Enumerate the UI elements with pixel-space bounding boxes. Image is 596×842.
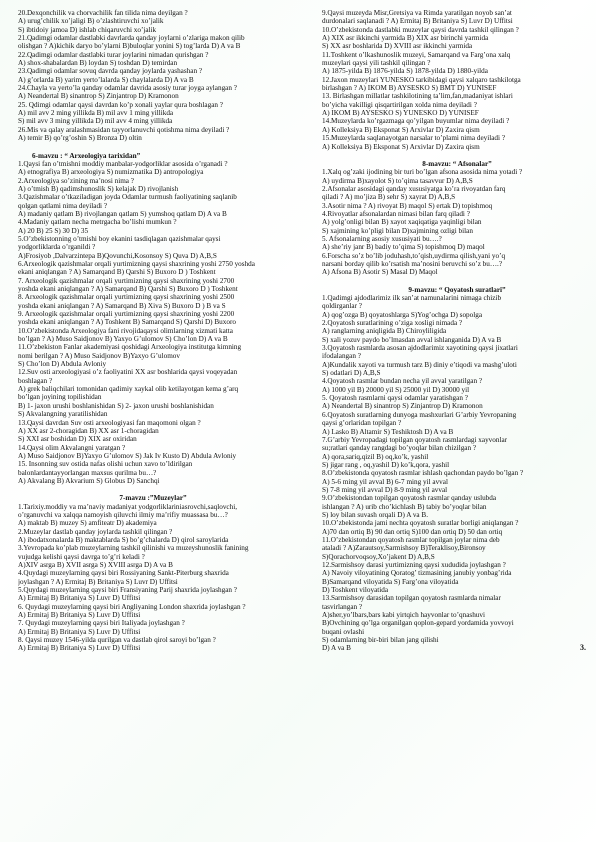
- question-line: 4.Quydagi muzeylarning qaysi biri Rossiyaning Sankt-Piterburg shaxrida: [18, 569, 229, 578]
- question-line: 23.Qadimgi odamlar sovuq davrda qanday joylarda yashashan ?: [18, 67, 203, 76]
- question-line: B) 1- jaxon urushi boshlanishidan S) 2- jaxon urushi boshlanishidan: [18, 401, 214, 410]
- question-line: yodgorliklarda o’rganildi ?: [18, 243, 96, 252]
- question-line: A) grek baliqchilari tomonidan qadimiy xaykal olib ketilayotgan kema g’arq: [18, 385, 239, 394]
- question-line: 7. Quydagi muzeylarning qaysi biri Italiyada joylashgan ?: [18, 619, 185, 628]
- question-line: 9.Qaysi muzeyda Misr,Gretsiya va Rimda yaratilgan noyob san’at: [322, 9, 512, 17]
- question-line: 4.Rivoyatlar afsonalardan nimasi bilan farq qiladi ?: [322, 209, 470, 218]
- question-line: qolgan qatlami nima deyiladi ?: [18, 201, 108, 210]
- question-line: S) xajmining ko’pligi bilan D)xajmining ozligi bilan: [322, 226, 473, 235]
- question-line: 10.O’zbekistonda dastlabki muzeylar qaysi davrda tashkil qilingan ?: [322, 25, 519, 34]
- question-line: 2.Arxeologiya so’zining ma’nosi nima ?: [18, 176, 134, 185]
- section-gap: [18, 143, 288, 149]
- question-line: 12.Sarmishsoy darasi yurtimizning qaysi xududida joylashgan ?: [322, 561, 506, 569]
- question-line: A) 20 B) 25 S) 30 D) 35: [18, 226, 89, 235]
- section-gap: [322, 277, 592, 283]
- question-line: A) Ermitaj B) Britaniya S) Luvr D) Uffitsi: [18, 611, 141, 620]
- question-line: 11.O’zbekistondan qoyatosh rasmlar topilgan joylar nima deb: [322, 535, 500, 544]
- question-line: bo’yicha vakilligi qisqartirilgan xolda nima deyiladi ?: [322, 100, 477, 109]
- question-line: 11.O’zbekiston Fanlar akademiyasi qoshidagi Arxeologiya institutga kimning: [18, 343, 242, 352]
- question-line: 3.Qazishmalar o’tkaziladigan joyda Odamlar turmush faoliyatining saqlanib: [18, 193, 237, 202]
- question-line: 7. Arxeologik qazishmalar orqali yurtimizning qaysi shaxrining yoshi 2700: [18, 276, 235, 285]
- right-column: [322, 9, 592, 653]
- question-line: A) madaniy qatlam B) rivojlangan qatlam S) yumshoq qatlam D) A va B: [18, 209, 227, 218]
- question-line: A) XIX asr ikkinchi yarmida B) XIX asr birinchi yarmida: [322, 34, 489, 43]
- question-line: A) Kolleksiya B) Eksponat S) Arxivlar D) Zaxira qism: [322, 142, 480, 151]
- question-line: 13.Sarmishsoy darasidan topilgan qoyatosh rasmlarda nimalar: [322, 594, 501, 603]
- question-line: A) shox-shabalardan B) loydan S) toshdan D) temirdan: [18, 59, 178, 68]
- question-line: 1.Qadimgi ajdodlarimiz ilk san’at namunalarini nimaga chizib: [322, 294, 502, 302]
- question-line: olishgan ? A)kichik daryo bo’ylarni B)buloqlar yonini S) tog’larda D) A va B: [18, 42, 241, 51]
- question-line: A) IKOM B) AYSESKO S) YUNESKO D) YUNISEF: [322, 109, 479, 118]
- question-line: A) Ermitaj B) Britaniya S) Luvr D) Uffitsi: [18, 594, 141, 603]
- question-line: 21.Qadimgi odamlar dastlabki davrlarda qanday joylarni o’zlariga makon qilib: [18, 34, 245, 43]
- question-line: 10.O’zbekistonda jami nechta qoyatosh suratlar borligi aniqlangan ?: [322, 519, 519, 528]
- question-line: qiladi ? A) mo’jiza B) sehr S) xayrat D) A,B,S: [322, 193, 456, 202]
- question-line: 5. Afsonalarning asosiy xususiyati bu….?: [322, 234, 442, 243]
- question-line: tasvirlangan ?: [322, 602, 363, 611]
- question-line: A) she’riy janr B) badiy to’qima S) topishmoq D) maqol: [322, 243, 485, 252]
- question-line: A) Ermitaj B) Britaniya S) Luvr D) Uffitsi: [18, 644, 141, 653]
- question-line: 12.Suv osti arxeologiyasi o’z faoliyatini XX asr boshlarida qaysi voqeyadan: [18, 368, 238, 377]
- question-line: 25. Qdimgi odamlar qaysi davrdan ko’p xonali yaylar qura boshlagan ?: [18, 100, 223, 109]
- question-line: ekani aniqlangan ? A) Samarqand B) Qarshi S) Buxoro D ) Toshkent: [18, 268, 216, 277]
- question-line: A)XIV asrga B) XVII asrga S) XVIII asrga D) A va B: [18, 561, 173, 569]
- last-line-row: [322, 644, 592, 652]
- question-line: A) uydirma B)xayolot S) to’qima tasavvur D) A,B,S: [322, 176, 473, 185]
- question-line: 8. Qaysi muzey 1546-yilda qurilgan va dastlab qirol saroyi bo’lgan ?: [18, 636, 216, 645]
- question-line: bo’lgan ? A) Muso Saidjonov B) Yaxyo G’ulomov S) Cho’lon D) A va B: [18, 335, 228, 344]
- question-line: A) urug’chilik xo’jaligi B) o’zlashtiruvchi xo’jalik: [18, 17, 164, 26]
- question-line: 9. Arxeologik qazishmalar orqali yurtimizning qaysi shaxrining yoshi 2200: [18, 310, 235, 319]
- question-line: A)sher,yo’lbars,bars kabi yirtqich hayvonlar to’qnashuvi: [322, 611, 485, 620]
- question-line: 3.Asotir nima ? A) rivoyat B) maqol S) ertak D) topishmoq: [322, 201, 493, 210]
- question-line: 14.Muzeylarda ko’rgazmaga qo’yilgan buyumlar nima deyiladi ?: [322, 117, 510, 126]
- question-line: buqani ovlashi: [322, 627, 365, 636]
- question-line: S) xali yozuv paydo bo’lmasdan avval ishlanganida D) A va B: [322, 335, 502, 344]
- question-line: o’rganuvchi va xalqqa namoyish qiluvchi ilmiy ma’rifiy muassasa bu…?: [18, 510, 228, 519]
- section-gap: [322, 151, 592, 157]
- question-line: D) A va B: [322, 644, 351, 653]
- question-line: 6.Arxeologik qazishmalar orqali yurtimizning qaysi shaxrining yoshi 2750 yoshda: [18, 259, 255, 268]
- section-title: 7-mavzu :”Muzeylar”: [119, 494, 187, 503]
- question-line: 7.G’arbiy Yevropadagi topilgan qoyatosh rasmlardagi xayvonlar: [322, 435, 508, 444]
- question-line: A) g’orlarda B) yarim yerto’lalarda S) chaylalarda D) A va B: [18, 75, 194, 84]
- question-line: 8.O’zbekistonda qoyatosh rasmlar ishlash qachondan paydo bo’lgan ?: [322, 469, 524, 478]
- question-line: A) Neandertal B) sinantrop S) Zinjantrop D) Kramonon: [322, 402, 483, 411]
- question-line: S) mil avv 3 ming yillikda D) mil avv 4 ming yillikda: [18, 117, 173, 126]
- question-line: 24.Chayla va yerto’la qanday odamlar davrida asosiy turar joyga aylangan ?: [18, 84, 237, 93]
- question-line: yoshda ekani aniqlangan ? A) Toshkent B) Samarqand S) Qarshi D) Buxoro: [18, 318, 236, 327]
- question-line: S) 7-8 ming yil avval D) 8-9 ming yil avval: [322, 485, 448, 494]
- question-line: 15.Muzeylarda saqlanayotgan narsalar to’plami nima deyiladi ?: [322, 134, 506, 143]
- question-line: 1.Xalq og’zaki ijodining bir turi bo’lgan afsona asosida nima yotadi ?: [322, 168, 523, 177]
- question-line: A) qora,sariq,qizil B) oq,ko’k, yashil: [322, 452, 429, 461]
- question-line: 2.Afsonalar asosidagi qanday xususiyatga ko’ra rivoyatdan farq: [322, 184, 506, 193]
- section-title: 6-mavzu : “ Arxeologiya tarixidan”: [32, 151, 141, 160]
- question-line: S) jigar rang , oq,yashil D) ko’k,qora, yashil: [322, 460, 450, 469]
- question-line: S) Akvalangning yaratilishidan: [18, 410, 108, 419]
- question-line: 2.Muzeylar dastlab qanday joylarda tashkil qilingan ?: [18, 527, 173, 536]
- question-line: S) Cho’lon D) Abdula Avloniy: [18, 360, 107, 369]
- question-line: A) Neandertal B) sinantrop S) Zinjantrop D) Kramonon: [18, 92, 179, 101]
- question-line: A) Akvalang B) Akvarium S) Globus D) Sanchqi: [18, 476, 160, 485]
- question-line: 6. Quydagi muzeylarning qaysi biri Angliyaning London shaxrida joylashgan ?: [18, 602, 246, 611]
- question-line: birlashgan ? A) IKOM B) AYSESKO S) BMT D) YUNISEF: [322, 84, 497, 93]
- question-line: boshlagan ?: [18, 376, 53, 385]
- question-line: A) Ermitaj B) Britaniya S) Luvr D) Uffitsi: [18, 627, 141, 636]
- question-line: 14.Qaysi olim Akvalangni yaratgan ?: [18, 443, 126, 452]
- question-line: S) odamlarning bir-biri bilan jang qilishi: [322, 636, 439, 645]
- question-line: qoldirganlar ?: [322, 302, 362, 311]
- question-line: 11.Toshkent o’lkashunoslik muzeyi, Samarqand va Farg’ona xalq: [322, 50, 511, 59]
- question-line: ishlangan ? A) urib cho’kichlash B) tabiy bo’yoqlar bilan: [322, 502, 487, 511]
- left-column: [18, 9, 288, 653]
- section-title: 8-mavzu: “ Afsonalar”: [422, 159, 492, 168]
- question-line: 13.Qaysi davrdan Suv osti arxeologiyasi fan maqomoni olgan ?: [18, 418, 201, 427]
- question-line: 10.O’zbekistonda Arxeologiya fani rivojidaqaysi olimlarning xizmati katta: [18, 326, 233, 335]
- section-gap: [18, 485, 288, 491]
- question-line: nomi berilgan ? A) Muso Saidjonov B)Yaxyo G’ulomov: [18, 351, 180, 360]
- question-line: bo’lgan joyining topilishidan: [18, 393, 102, 402]
- question-line: S) odatlari D) A,B,S: [322, 369, 381, 378]
- question-line: 13. Birlashgan millatlar tashkilotining ta’lim,fan,madaniyat ishlari: [322, 92, 513, 101]
- question-line: 5.O’zbekistonning o’tmishi boy ekanini tasdiqlagan qazishmalar qaysi: [18, 234, 221, 243]
- question-line: A) ranglarning aniqligida B) Chiroyliligida: [322, 327, 447, 336]
- question-line: D) Toshkent viloyatida: [322, 586, 389, 595]
- question-line: A) ibodatxonalarda B) maktablarda S) bo’g’chalarda D) qirol saroylarida: [18, 535, 229, 544]
- question-line: A) XX asr 2-choragidan B) XX asr 1-choragidan: [18, 426, 159, 435]
- question-line: 8. Arxeologik qazishmalar orqali yurtimizning qaysi shaxrining yoshi 2500: [18, 293, 235, 302]
- question-line: narsani borday qilib ko’rsatish ma’nosini beruvchi so’z bu….?: [322, 259, 503, 268]
- question-line: 5.Quydagi muzeylarning qaysi biri Fransiyaning Parij shaxrida joylashgan ?: [18, 586, 237, 595]
- question-line: 6.Forscha so’z bo’lib joduhash,to’qish,uydirma qilish,yani yo’q: [322, 251, 506, 260]
- question-line: 1.Qaysi fan o’tmishni moddiy manbalar-yodgorliklar asosida o’rganadi ?: [18, 159, 228, 168]
- question-line: B)Samarqand viloyatida S) Farg’ona viloyatida: [322, 577, 459, 586]
- question-line: 3.Qoyatosh rasmlarda asosan ajdodlarimiz xayotining qaysi jixatlari: [322, 344, 518, 353]
- question-line: joylashgan ? A) Ermitaj B) Britaniya S) Luvr D) Uffitsi: [18, 577, 178, 586]
- question-line: 12.Jaxon muzeylari YUNESKO tarkibidagi qaysi xalqaro tashkilotga: [322, 75, 521, 84]
- question-line: A) etnografiya B) arxeologiya S) numizmatika D) antropologiya: [18, 168, 204, 177]
- question-line: su;ratlari qanday rangdagi bo’yoqlar bilan chizilgan ?: [322, 444, 477, 453]
- section-title: 9-mavzu: “ Qoyatosh suratlari”: [408, 285, 506, 294]
- question-line: yoshda ekani aniqlangan ? A) Samarqand B) Xiva S) Buxoro D ) B va S: [18, 301, 226, 310]
- question-line: S) loy bilan suvash orqali D) A va B.: [322, 510, 429, 519]
- question-line: A) qog’ozga B) qoyatoshlarga S)Yog’ochga D) sopolga: [322, 310, 483, 319]
- question-line: A) 5-6 ming yil avval B) 6-7 ming yil avval: [322, 477, 448, 486]
- question-line: qaysi g’orlaridan topilgan ?: [322, 419, 402, 428]
- question-line: A)Kundalik xayoti va turmush tarz B) diniy e’tiqodi va mashg’uloti: [322, 360, 517, 369]
- question-line: A) mil avv 2 ming yillikda B) mil avv 1 ming yillikda: [18, 109, 174, 118]
- question-line: A) o’tmish B) qadimshunoslik S) kelajak D) rivojlanish: [18, 184, 179, 193]
- question-line: A) 1000 yil B) 20000 yil S) 25000 yil D) 30000 yil: [322, 385, 470, 394]
- question-line: S) XX asr boshlarida D) XVIII asr ikkinchi yarmida: [322, 42, 473, 51]
- question-line: 20.Dexqonchilik va chorvachilik fan tilida nima deyilgan ?: [18, 9, 188, 17]
- question-line: A) Muso Saidjonov B)Yaxyo G’ulomov S) Jak Iv Kusto D) Abdula Avloniy: [18, 451, 237, 460]
- question-line: 15. Insonning suv ostida nafas olishi uchun xavo to’ldirilgan: [18, 460, 193, 469]
- question-line: A)70 dan ortiq B) 90 dan ortiq S)100 dan ortiq D) 50 dan ortiq: [322, 527, 503, 536]
- question-line: A) Lasko B) Altamir S) Teshiktosh D) A va B: [322, 427, 454, 436]
- question-line: vujudga kelishi qaysi davrga to’g’ri keladi ?: [18, 552, 145, 561]
- question-line: A) temir B) qo’rg’oshin S) Bronza D) oltin: [18, 134, 142, 143]
- question-line: A) Afsona B) Asotir S) Masal D) Maqol: [322, 268, 438, 277]
- question-line: S)Qorachorvoqsoy,Xo’jakent D) A,B,S: [322, 552, 435, 561]
- question-line: A)Frosiyob ,Dalvarzintepa B)Qovunchi,Kosonsoy S) Quva D) A,B,S: [18, 251, 217, 260]
- question-line: A) Kolleksiya B) Eksponat S) Arxivlar D) Zaxira qism: [322, 125, 480, 134]
- question-line: 22.Qadimgi odamlar dastlabki turar joylarini nimadan qurishgan ?: [18, 50, 209, 59]
- question-line: S) XXI asr boshidan D) XIX asr oxiridan: [18, 435, 137, 444]
- question-line: yoshda ekani aniqlangan ? A) Samarqand B) Qarshi S) Buxoro D ) Toshkent: [18, 285, 238, 293]
- question-line: A) maktab B) muzey S) amfiteatr D) akademiya: [18, 519, 157, 528]
- question-line: A) yolg’onligi bilan B) xayot xaqiqatiga yaqinligi bilan: [322, 218, 482, 227]
- question-line: 4.Qoyatosh rasmlar bundan necha yil avval yaratilgan ?: [322, 377, 483, 386]
- question-line: 6.Qoyatosh suratlarning dunyoga mashxurlari G’arbiy Yevropaning: [322, 410, 517, 419]
- question-line: S) ibtidoiy jamoa D) ishlab chiqaruvchi xo’jalik: [18, 25, 157, 34]
- question-line: A) 1875-yilda B) 1876-yilda S) 1878-yilda D) 1880-yilda: [322, 67, 488, 76]
- question-line: B)Ovchining qo’lga organilgan qoplon-gepard yordamida yovvoyi: [322, 619, 514, 628]
- question-line: 3.Yevropada ko’plab muzeylarning tashkil qilinishi va muzeyshunoslik fanining: [18, 544, 249, 553]
- question-line: ataladi ? A)Zarautsoy,Sarmishsoy B)Teraklisoy,Bironsoy: [322, 544, 486, 553]
- question-line: balonlardantayyorlangan maxsus qurilma bu…?: [18, 468, 157, 477]
- question-line: 5. Qoyatosh rasmlarni qaysi odamlar yaratishgan ?: [322, 394, 468, 403]
- question-line: 26.Mis va qalay aralashmasidan tayyorlanuvchi qotishma nima deyiladi ?: [18, 125, 230, 134]
- question-line: 1.Tarixiy.moddiy va ma’naviy madaniyat yodgorliklariniasrovchi,saqlovchi,: [18, 502, 237, 511]
- question-line: 9.O’zbekistondan topilgan qoyatosh rasmlar qanday uslubda: [322, 494, 497, 503]
- page-number: 3.: [580, 644, 586, 653]
- question-line: muzeylari qaysi yili tashkil qilingan ?: [322, 59, 431, 68]
- question-line: 2.Qoyatosh suratlarining o’ziga xosligi nimada ?: [322, 319, 463, 328]
- question-line: 4.Madaniy qatlam necha metrgacha bo’lishi mumkun ?: [18, 218, 177, 227]
- question-line: A) Navoiy viloyatining Qoratog’ tizmasining janubiy yonbag’rida: [322, 569, 512, 578]
- question-line: durdonalari saqlanadi ? A) Ermitaj B) Britaniya S) Luvr D) Uffitsi: [322, 17, 513, 26]
- question-line: ifodalangan ?: [322, 352, 361, 361]
